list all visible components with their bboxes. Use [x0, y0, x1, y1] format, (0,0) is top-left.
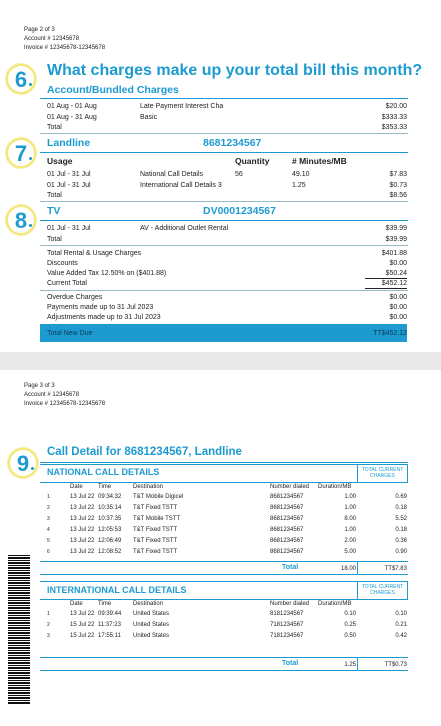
summary-amount: $0.00: [389, 260, 407, 267]
landline-amount: $7.83: [389, 171, 407, 178]
col-quantity: Quantity: [235, 156, 270, 166]
col-duration: Duration/MB: [318, 484, 352, 490]
col-number-dialed: Number dialed: [270, 601, 310, 607]
call-destination: T&T Mobile Digicel: [133, 494, 184, 500]
landline-total: $8.56: [389, 192, 407, 199]
landline-minutes: 49.10: [292, 171, 310, 178]
intl-total-label: Total: [282, 660, 299, 667]
call-time: 09:39:44: [98, 611, 122, 617]
row-number: 1: [47, 494, 50, 500]
col-time: Time: [98, 601, 112, 607]
divider: [40, 201, 408, 202]
bundled-amount: $333.33: [381, 114, 407, 121]
call-charge: 5.52: [395, 516, 407, 522]
row-number: 3: [47, 633, 50, 639]
tv-heading: TV: [47, 205, 61, 217]
page-header: [24, 382, 105, 409]
national-box-right: [407, 464, 408, 482]
call-time: 10:37:35: [98, 516, 122, 522]
col-date: Date: [70, 601, 83, 607]
call-duration: 1.00: [344, 527, 356, 533]
call-date: 13 Jul 22: [70, 527, 95, 533]
row-number: 2: [47, 622, 50, 628]
landline-heading: Landline: [47, 137, 91, 149]
national-total-label: Total: [282, 564, 299, 571]
call-duration: 0.10: [344, 611, 356, 617]
call-date: 13 Jul 22: [70, 611, 95, 617]
barcode: [8, 555, 30, 705]
divider: [40, 245, 408, 246]
step-badge-6: 6: [6, 64, 36, 94]
bundled-period: 01 Aug - 01 Aug: [47, 103, 97, 110]
divider: [40, 152, 408, 153]
bill-page-3: [0, 370, 441, 726]
call-charge: 0.69: [395, 494, 407, 500]
number-dialed: 8681234567: [270, 494, 304, 500]
divider: [40, 462, 408, 463]
call-destination: United States: [133, 633, 170, 639]
landline-desc: National Call Details: [140, 171, 204, 178]
call-destination: T&T Mobile TSTT: [133, 516, 181, 522]
row-number: 6: [47, 549, 50, 555]
divider: [40, 290, 408, 291]
call-duration: 0.50: [344, 633, 356, 639]
call-date: 13 Jul 22: [70, 549, 95, 555]
divider: [40, 574, 408, 575]
tv-total-label: Total: [47, 236, 62, 243]
call-destination: T&T Fixed TSTT: [133, 549, 178, 555]
call-destination: United States: [133, 611, 170, 617]
step-badge-8: 8: [6, 205, 36, 235]
number-dialed: 7181234567: [270, 633, 304, 639]
call-destination: T&T Fixed TSTT: [133, 538, 178, 544]
call-charge: 0.36: [395, 538, 407, 544]
call-time: 12:05:53: [98, 527, 122, 533]
call-time: 10:35:14: [98, 505, 122, 511]
col-date: Date: [70, 484, 83, 490]
account-number: Account # 12345678: [24, 36, 80, 42]
call-time: 11:37:23: [98, 622, 121, 628]
overdue-amount: $0.00: [389, 294, 407, 301]
call-date: 13 Jul 22: [70, 494, 95, 500]
summary-amount: $401.88: [381, 250, 407, 257]
intl-total-duration: 1.25: [344, 662, 356, 668]
col-number-dialed: Number dialed: [270, 484, 310, 490]
national-total-charges: TT$7.83: [384, 566, 407, 572]
divider: [40, 670, 408, 671]
call-duration: 1.00: [344, 494, 356, 500]
overdue-label: Overdue Charges: [47, 294, 103, 301]
number-dialed: 8181234567: [270, 611, 304, 617]
invoice-number: Invoice # 12345678-12345678: [24, 401, 106, 407]
sum-rule: [365, 288, 407, 289]
step-badge-9: 9: [8, 448, 38, 478]
call-date: 13 Jul 22: [70, 538, 95, 544]
summary-label: Total Rental & Usage Charges: [47, 250, 142, 257]
number-dialed: 8681234567: [270, 505, 304, 511]
divider: [40, 133, 408, 134]
call-duration: 5.00: [344, 549, 356, 555]
landline-minutes: 1.25: [292, 182, 306, 189]
landline-amount: $0.73: [389, 182, 407, 189]
call-charge: 0.21: [395, 622, 407, 628]
call-date: 13 Jul 22: [70, 516, 95, 522]
number-dialed: 8681234567: [270, 538, 304, 544]
row-number: 1: [47, 611, 50, 617]
row-number: 3: [47, 516, 50, 522]
number-dialed: 7181234567: [270, 622, 304, 628]
adjustments-label: Adjustments made up to 31 Jul 2023: [47, 314, 161, 321]
col-destination: Destination: [133, 601, 164, 607]
national-total-current-header: TOTAL CURRENT CHARGES: [361, 467, 404, 479]
call-time: 12:06:49: [98, 538, 122, 544]
call-date: 13 Jul 22: [70, 505, 95, 511]
adjustments-amount: $0.00: [389, 314, 407, 321]
col-usage: Usage: [47, 156, 73, 166]
divider: [40, 599, 408, 600]
divider: [40, 657, 408, 658]
call-destination: T&T Fixed TSTT: [133, 527, 178, 533]
call-time: 12:08:52: [98, 549, 122, 555]
intl-total-charges: TT$0.73: [384, 662, 407, 668]
tv-total: $39.99: [385, 236, 407, 243]
call-duration: 1.00: [344, 505, 356, 511]
summary-label: Value Added Tax 12.50% on ($401.88): [47, 270, 167, 277]
number-dialed: 8681234567: [270, 516, 304, 522]
page-label: Page 2 of 3: [24, 27, 55, 33]
national-box-top: [40, 464, 408, 465]
bundled-period: 01 Aug - 31 Aug: [47, 114, 97, 121]
total-new-due-amount: TT$452.12: [373, 330, 407, 337]
call-destination: T&T Fixed TSTT: [133, 505, 178, 511]
call-date: 15 Jul 22: [70, 633, 95, 639]
bundled-total-label: Total: [47, 124, 62, 131]
col-duration: Duration/MB: [318, 601, 352, 607]
call-charge: 0.18: [395, 505, 407, 511]
bundled-total: $353.33: [381, 124, 407, 131]
call-duration: 0.25: [344, 622, 356, 628]
divider: [40, 98, 408, 99]
tv-number: DV0001234567: [203, 205, 276, 217]
bill-page-2: [0, 0, 441, 352]
divider: [40, 561, 408, 562]
row-number: 5: [47, 538, 50, 544]
call-duration: 2.00: [344, 538, 356, 544]
current-total: $452.12: [381, 280, 407, 287]
col-time: Time: [98, 484, 112, 490]
bundled-amount: $20.00: [385, 103, 407, 110]
tv-desc: AV - Additional Outlet Rental: [140, 225, 229, 232]
page-title: What charges make up your total bill this month?: [47, 62, 423, 79]
intl-box-top: [40, 581, 408, 582]
number-dialed: 8681234567: [270, 549, 304, 555]
call-duration: 8.00: [344, 516, 356, 522]
total-new-due-label: Total New Due: [47, 330, 93, 337]
number-dialed: 8681234567: [270, 527, 304, 533]
tv-period: 01 Jul - 31 Jul: [47, 225, 91, 232]
landline-number: 8681234567: [203, 137, 262, 149]
box-sep: [357, 561, 358, 574]
call-charge: 0.42: [395, 633, 407, 639]
page-header: [24, 26, 105, 53]
col-destination: Destination: [133, 484, 164, 490]
international-heading: INTERNATIONAL CALL DETAILS: [47, 585, 187, 595]
summary-amount: $50.24: [385, 270, 407, 277]
intl-total-current-header: TOTAL CURRENT CHARGES: [361, 584, 404, 596]
row-number: 2: [47, 505, 50, 511]
call-detail-title: Call Detail for 8681234567, Landline: [47, 446, 242, 458]
payments-label: Payments made up to 31 Jul 2023: [47, 304, 154, 311]
invoice-number: Invoice # 12345678-12345678: [24, 45, 106, 51]
call-charge: 0.90: [395, 549, 407, 555]
landline-qty: 56: [235, 171, 243, 178]
account-number: Account # 12345678: [24, 392, 80, 398]
box-sep: [357, 657, 358, 670]
national-total-duration: 18.00: [340, 566, 356, 572]
total-new-due-bar: [40, 324, 407, 342]
landline-desc: International Call Details 3: [140, 182, 222, 189]
landline-total-label: Total: [47, 192, 62, 199]
call-charge: 0.10: [395, 611, 407, 617]
divider: [40, 220, 408, 221]
page-label: Page 3 of 3: [24, 383, 55, 389]
col-minutes: # Minutes/MB: [292, 156, 347, 166]
bundled-desc: Basic: [140, 114, 158, 121]
intl-box-right: [407, 581, 408, 599]
call-time: 17:55:11: [98, 633, 121, 639]
current-total-label: Current Total: [47, 280, 87, 287]
call-destination: United States: [133, 622, 170, 628]
bundled-desc: Late Payment Interest Cha: [140, 103, 224, 110]
call-time: 09:34:32: [98, 494, 122, 500]
landline-period: 01 Jul - 31 Jul: [47, 171, 91, 178]
divider: [40, 482, 408, 483]
summary-label: Discounts: [47, 260, 78, 267]
call-date: 15 Jul 22: [70, 622, 95, 628]
national-heading: NATIONAL CALL DETAILS: [47, 467, 160, 477]
step-badge-7: 7: [6, 138, 36, 168]
call-charge: 0.18: [395, 527, 407, 533]
tv-amount: $39.99: [385, 225, 407, 232]
landline-period: 01 Jul - 31 Jul: [47, 182, 91, 189]
bundled-heading: Account/Bundled Charges: [47, 84, 179, 96]
payments-amount: $0.00: [389, 304, 407, 311]
row-number: 4: [47, 527, 50, 533]
